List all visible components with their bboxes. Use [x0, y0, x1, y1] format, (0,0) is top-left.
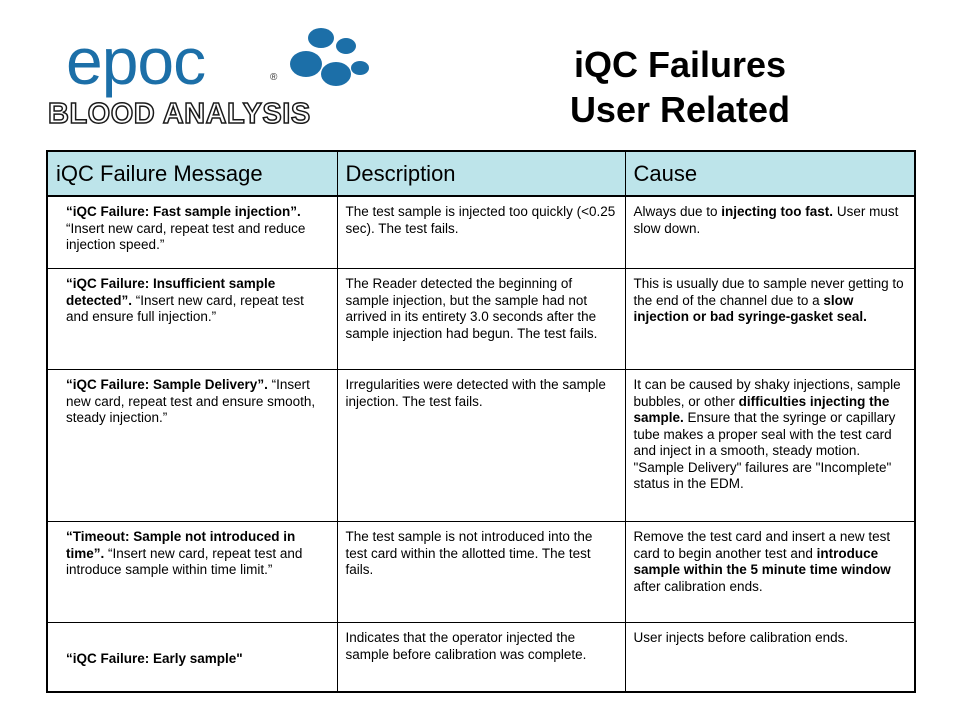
- cause-text: This is usually due to sample never getting to the end of the channel due to a: [633, 276, 904, 308]
- message-bold: “Timeout: Sample not introduced in time”.: [66, 529, 296, 561]
- cause-cell: [625, 370, 915, 522]
- cause-text: after calibration ends.: [633, 578, 763, 594]
- header-description: Description: [337, 151, 625, 196]
- slide-title: [480, 42, 880, 132]
- message-cell: [47, 623, 337, 693]
- logo-subtitle: BLOOD ANALYSIS: [48, 98, 311, 130]
- description-cell: The test sample is injected too quickly (<0.25 sec). The test fails.: [337, 196, 625, 269]
- cause-emphasis: injecting too fast.: [721, 204, 834, 219]
- cause-cell: User injects before calibration ends.: [625, 623, 915, 693]
- header-cause: Cause: [625, 151, 915, 196]
- cause-cell: [625, 196, 915, 269]
- message-instruction: “Insert new card, repeat test and ensure smooth, steady injection.”: [66, 377, 316, 425]
- cause-text: It can be caused by shaky injections, sample bubbles, or other: [633, 377, 901, 409]
- message-bold: “iQC Failure: Early sample": [66, 650, 243, 666]
- message-bold: “iQC Failure: Sample Delivery”.: [66, 377, 268, 392]
- table-row: [47, 522, 915, 623]
- message-bold: “iQC Failure: Insufficient sample detected”.: [66, 276, 276, 308]
- message-instruction: “Insert new card, repeat test and ensure full injection.”: [66, 292, 304, 324]
- table-row: [47, 269, 915, 370]
- cause-text: Remove the test card and insert a new test card to begin another test and: [633, 529, 891, 561]
- cause-text: Always due to: [633, 204, 722, 219]
- message-cell: [47, 269, 337, 370]
- cause-cell: [625, 522, 915, 623]
- cause-text: Ensure that the syringe or capillary tube makes a proper seal with the test card and inject in a smooth, steady motion. "Sample Delivery" failures are "Incomplete" status in the EDM.: [633, 410, 896, 491]
- description-cell: Indicates that the operator injected the sample before calibration was complete.: [337, 623, 625, 693]
- iqc-failures-table: [46, 150, 916, 693]
- cause-emphasis: introduce sample within the 5 minute time window: [633, 545, 891, 577]
- cause-cell: [625, 269, 915, 370]
- cause-emphasis: difficulties injecting the sample.: [633, 393, 890, 425]
- header-message: iQC Failure Message: [47, 151, 337, 196]
- registered-mark: ®: [270, 72, 278, 83]
- logo-wordmark: epoc: [66, 24, 206, 98]
- description-cell: Irregularities were detected with the sample injection. The test fails.: [337, 370, 625, 522]
- message-cell: [47, 370, 337, 522]
- cause-text: User must slow down.: [633, 204, 899, 236]
- table-row: [47, 196, 915, 269]
- message-instruction: “Insert new card, repeat test and reduce injection speed.”: [66, 220, 306, 252]
- message-bold: “iQC Failure: Fast sample injection”.: [66, 204, 301, 219]
- message-cell: [47, 522, 337, 623]
- epoc-logo: [48, 22, 370, 132]
- table-row: [47, 623, 915, 693]
- description-cell: The Reader detected the beginning of sample injection, but the sample had not arrived in its entirety 3.0 seconds after the sample injection had begun. The test fails.: [337, 269, 625, 370]
- description-cell: The test sample is not introduced into the test card within the allotted time. The test fails.: [337, 522, 625, 623]
- title-line-1: iQC Failures: [573, 44, 787, 85]
- logo-dots-icon: [276, 22, 376, 102]
- table-row: [47, 370, 915, 522]
- title-line-2: User Related: [569, 89, 791, 130]
- message-instruction: “Insert new card, repeat test and introduce sample within time limit.”: [66, 545, 303, 577]
- table-header-row: [47, 151, 915, 196]
- message-cell: [47, 196, 337, 269]
- cause-emphasis: slow injection or bad syringe-gasket seal.: [633, 292, 867, 324]
